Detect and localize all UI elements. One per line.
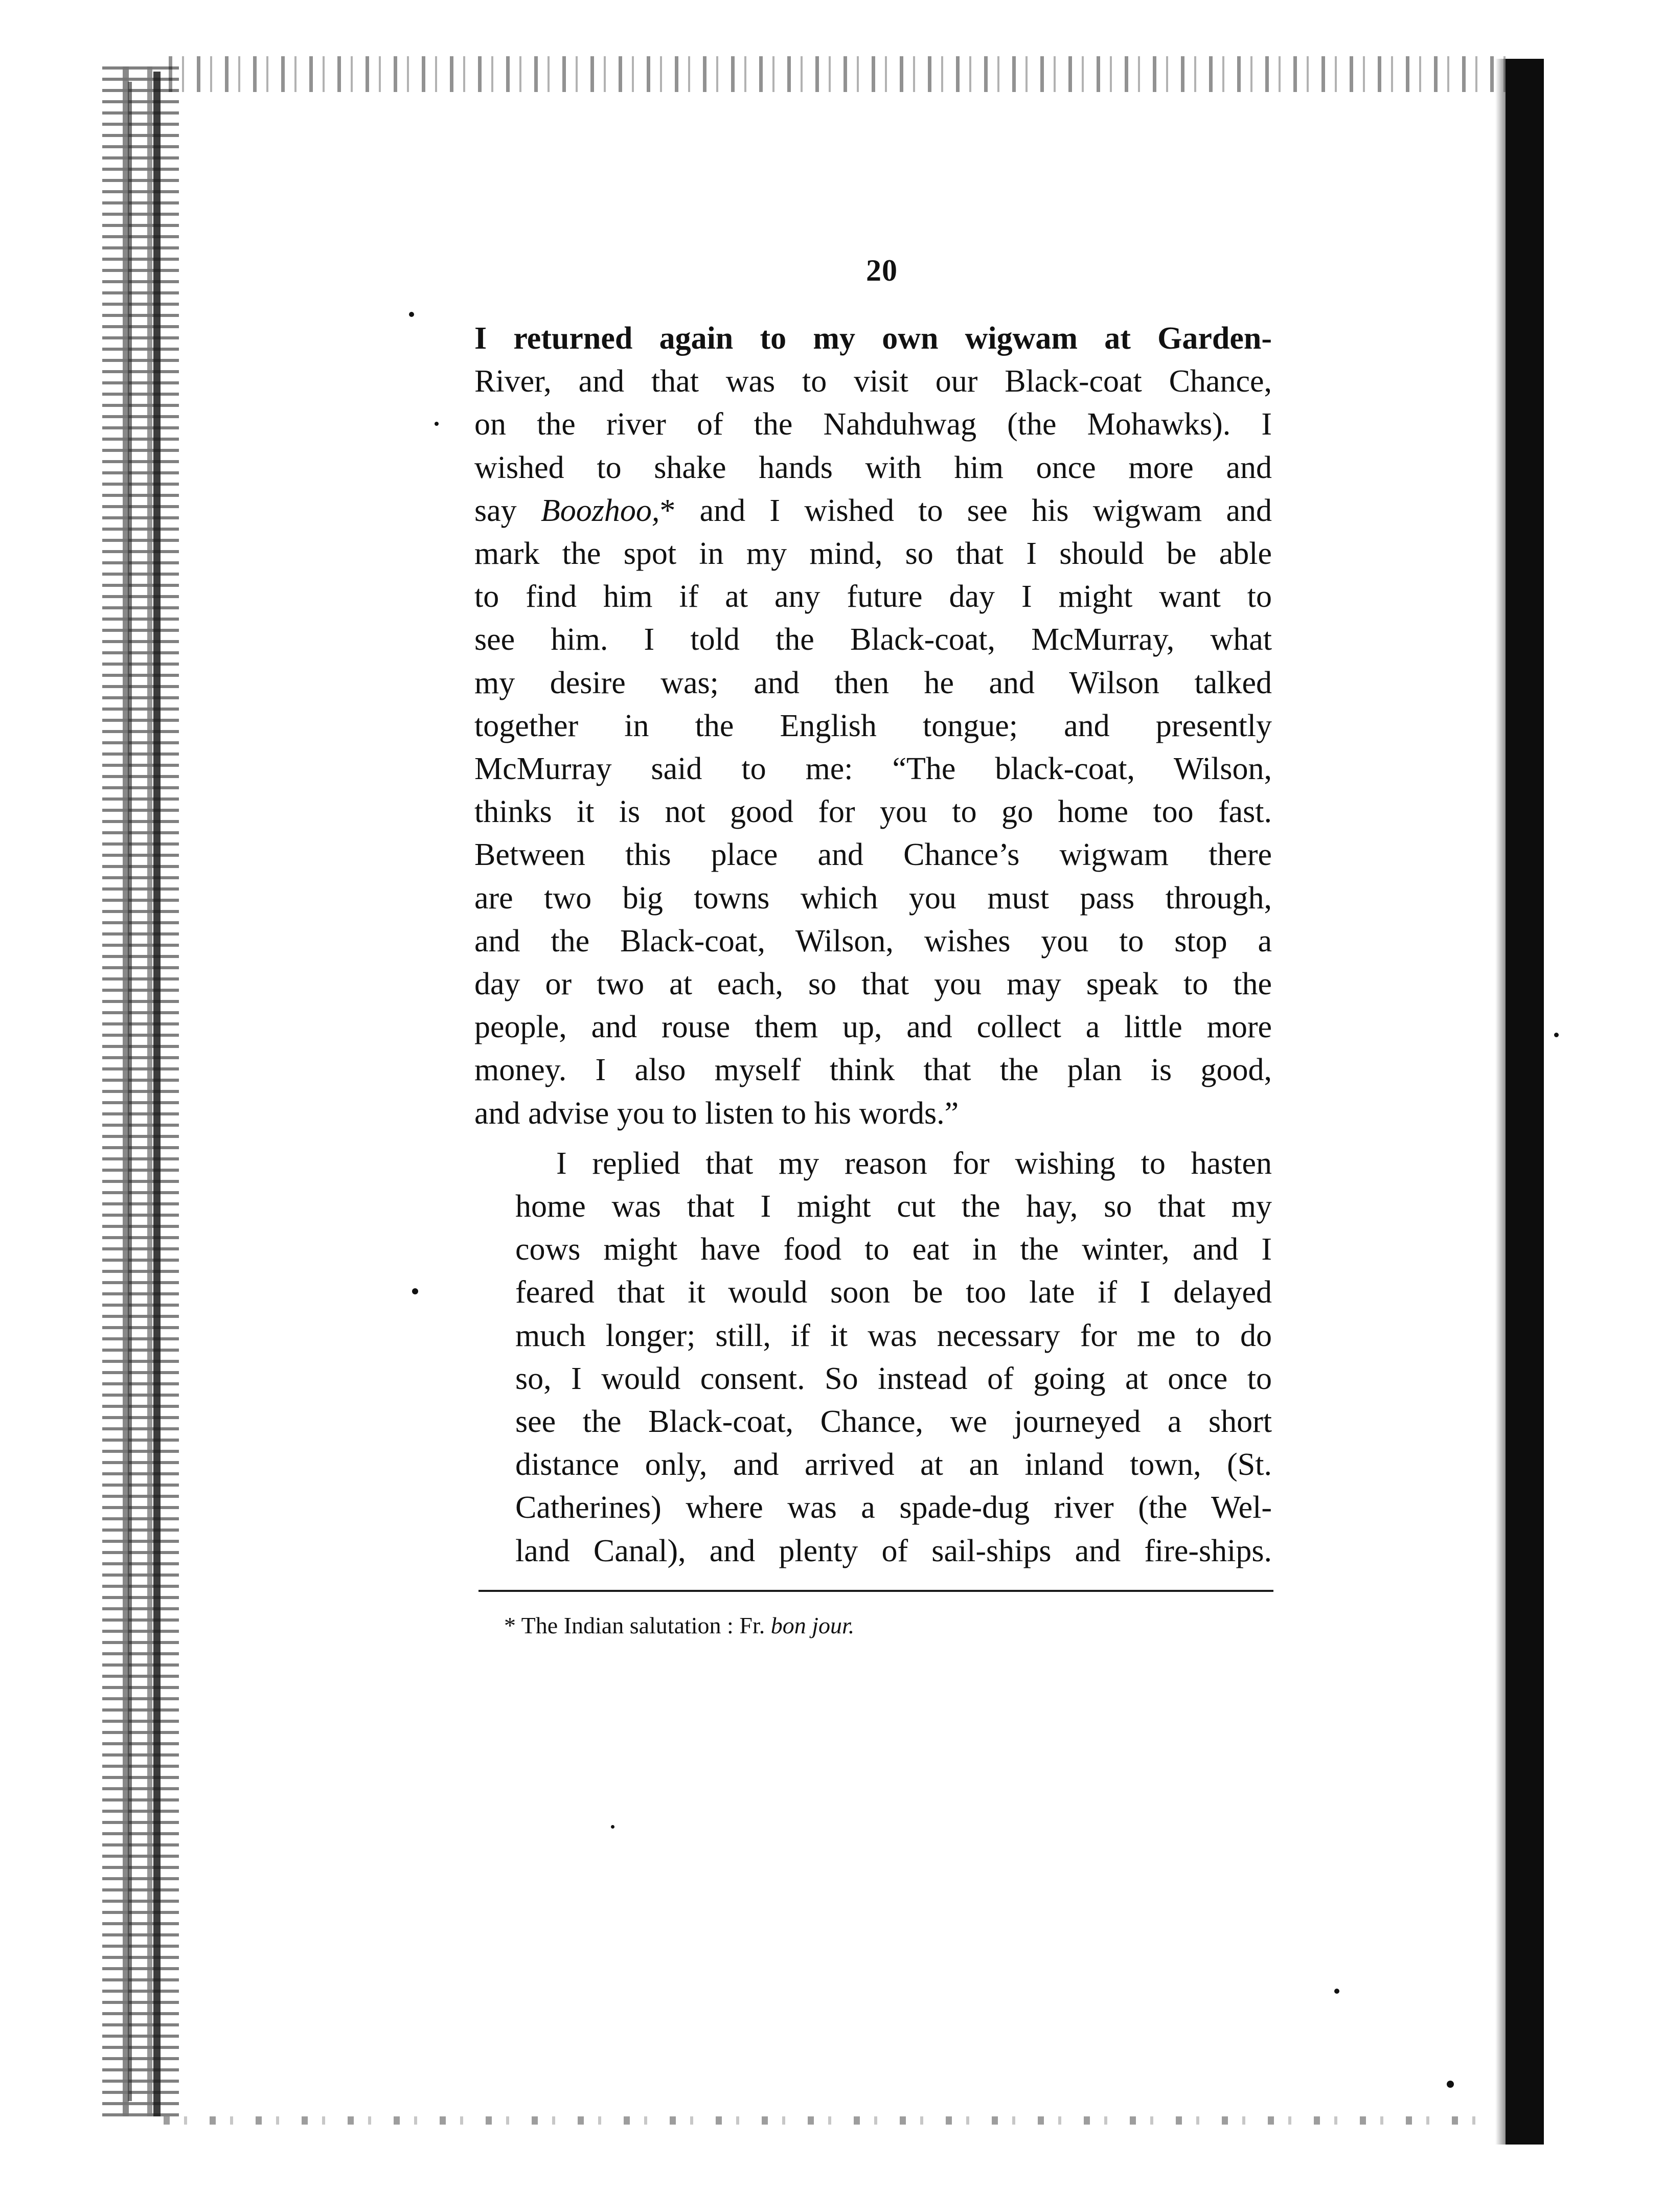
footnote-text: The Indian salutation : Fr.: [521, 1612, 765, 1638]
page-number: 20: [866, 254, 898, 287]
binding-edge-line-inner: [128, 82, 132, 2101]
text-line: much longer; still, if it was necessary for me to do: [515, 1318, 1272, 1353]
scan-speck: [1554, 1033, 1559, 1037]
text-line: so, I would consent. So instead of going at once to: [515, 1361, 1272, 1396]
text-line: my desire was; and then he and Wilson talked: [474, 665, 1272, 700]
text-line: are two big towns which you must pass through,: [474, 880, 1272, 916]
italic-word: Boozhoo,: [540, 493, 660, 528]
footnote-italic: bon jour.: [770, 1612, 855, 1638]
scan-speck: [412, 1288, 418, 1294]
binding-edge-line: [153, 72, 161, 2116]
text-line: feared that it would soon be too late if I delayed: [515, 1275, 1272, 1310]
text-line: Catherines) where was a spade-dug river (the Wel-: [515, 1490, 1272, 1525]
text-line: see the Black-coat, Chance, we journeyed a short: [515, 1404, 1272, 1440]
footnote: [504, 1610, 854, 1641]
text-line: mark the spot in my mind, so that I should be able: [474, 536, 1272, 572]
text-line: day or two at each, so that you may speak to the: [474, 967, 1272, 1002]
top-edge-speckle: [169, 56, 1508, 92]
paragraph-1: [474, 317, 1272, 1135]
scan-speck: [611, 1825, 614, 1829]
text-line: home was that I might cut the hay, so that my: [515, 1189, 1272, 1224]
text-line: McMurray said to me: “The black-coat, Wilson,: [474, 751, 1272, 787]
binding-gutter-artifact: [102, 66, 179, 2116]
scan-speck: [1334, 1989, 1339, 1994]
text-line: on the river of the Nahduhwag (the Mohawks). I: [474, 407, 1272, 442]
text-line: land Canal), and plenty of sail-ships and fire-ships.: [515, 1533, 1272, 1568]
text-line: I replied that my reason for wishing to hasten: [556, 1146, 1272, 1181]
scan-speck: [1447, 2081, 1454, 2088]
scan-speck: [409, 312, 414, 317]
text-line: River, and that was to visit our Black-coat Chance,: [474, 364, 1272, 399]
text-line: money. I also myself think that the plan is good,: [474, 1053, 1272, 1088]
footnote-rule: [478, 1590, 1273, 1592]
bottom-edge-speckle: [164, 2116, 1493, 2125]
text-line: together in the English tongue; and presently: [474, 708, 1272, 743]
text-line: wished to shake hands with him once more and: [474, 450, 1272, 485]
paragraph-2: [474, 1142, 1272, 1572]
text-line: thinks it is not good for you to go home too fast.: [474, 794, 1272, 830]
text-line: cows might have food to eat in the winter, and I: [515, 1232, 1272, 1267]
right-page-edge: [1506, 59, 1544, 2145]
scan-speck: [435, 422, 439, 426]
text-line: Between this place and Chance’s wigwam there: [474, 837, 1272, 873]
text-line: see him. I told the Black-coat, McMurray, what: [474, 622, 1272, 657]
text-line: I returned again to my own wigwam at Garden-: [474, 321, 1272, 356]
text-line: say Boozhoo,* and I wished to see his wigwam and: [474, 493, 1272, 528]
text-line: to find him if at any future day I might want to: [474, 579, 1272, 614]
text-line: people, and rouse them up, and collect a little more: [474, 1010, 1272, 1045]
text-line: and the Black-coat, Wilson, wishes you to stop a: [474, 923, 1272, 959]
body-text: [474, 317, 1272, 1572]
footnote-marker: *: [504, 1612, 516, 1638]
text-line: distance only, and arrived at an inland town, (St.: [515, 1447, 1272, 1483]
text-line: and advise you to listen to his words.”: [474, 1096, 959, 1131]
